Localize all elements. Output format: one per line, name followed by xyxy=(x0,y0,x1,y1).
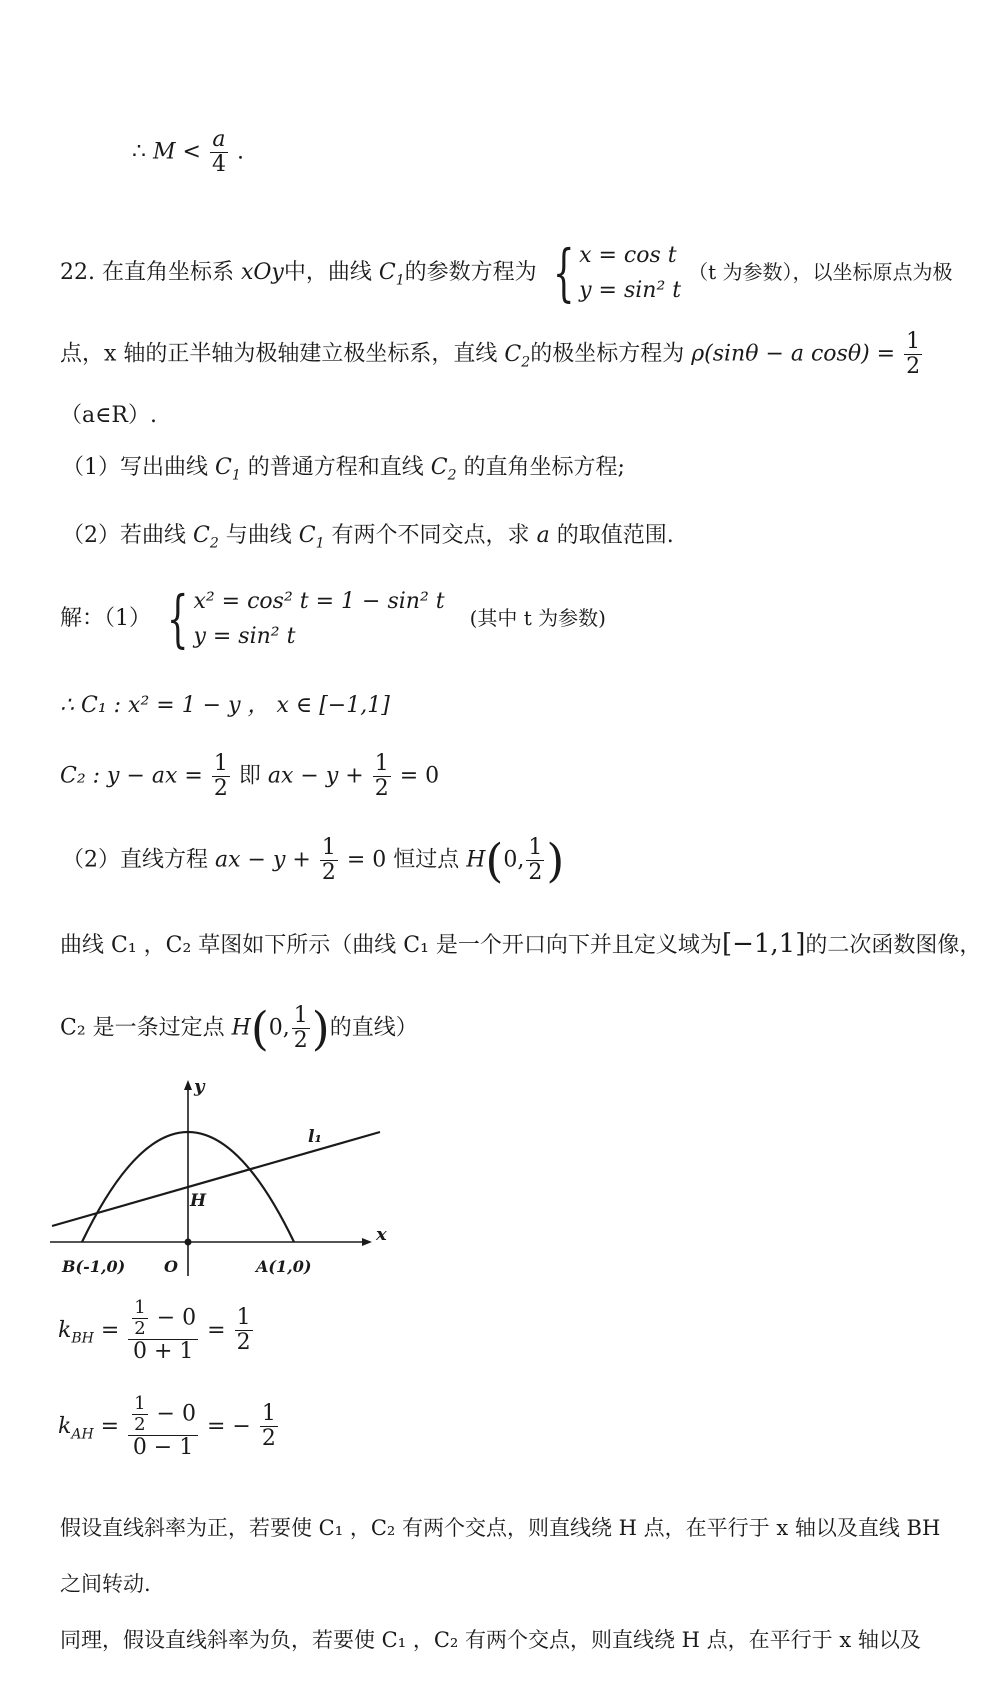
question-2: （2）若曲线 $C_2$ 与曲线 $C_1$ 有两个不同交点，求 a 的取值范围. xyxy=(62,523,674,552)
question-1: （1）写出曲线 $C_1$ 的普通方程和直线 $C_2$ 的直角坐标方程; xyxy=(62,455,625,484)
problem-line-1: 22. 在直角坐标系 xOy中，曲线 $C_1$的参数方程为 { x = cos t y = sin² t （t 为参数），以坐标原点为极 xyxy=(60,236,953,310)
b-label: B(-1,0) xyxy=(62,1257,126,1276)
sketch-figure xyxy=(50,1076,390,1286)
a-label: A(1,0) xyxy=(256,1257,312,1276)
line-l1 xyxy=(52,1132,380,1226)
paragraph-positive-slope-cont: 之间转动. xyxy=(60,1572,151,1596)
x-axis-arrow xyxy=(362,1238,372,1246)
paragraph-positive-slope: 假设直线斜率为正，若要使 C₁ ，C₂ 有两个交点，则直线绕 H 点，在平行于 x 轴以及直线 BH xyxy=(60,1516,941,1540)
slope-bh: $k_{BH}$ = $\frac{1}{2}$ − 0 0 + 1 = $\frac{1}{2}$ xyxy=(58,1297,251,1364)
h-label: H xyxy=(190,1191,207,1211)
slope-ah: $k_{AH}$ = $\frac{1}{2}$ − 0 0 − 1 = − $\frac{1}{2}$ xyxy=(58,1393,276,1460)
y-axis-label: y xyxy=(194,1076,205,1097)
line-label: l₁ xyxy=(308,1127,322,1147)
o-label: O xyxy=(164,1257,178,1276)
problem-line-3: （a∈R）. xyxy=(60,403,157,428)
c2-equation: C₂ : y − ax = $\frac{1}{2}$ 即 ax − y + $\frac{1}{2}$ = 0 xyxy=(60,751,440,802)
previous-conclusion: ∴ M < $\frac{a}{4}$ . xyxy=(132,127,244,178)
c1-equation: ∴ C₁ : x² = 1 − y ， x ∈ [−1,1] xyxy=(60,693,390,718)
paragraph-negative-slope: 同理，假设直线斜率为负，若要使 C₁ ，C₂ 有两个交点，则直线绕 H 点，在平行于 x 轴以及 xyxy=(60,1628,921,1652)
origin-dot xyxy=(185,1239,192,1246)
sketch-description: 曲线 C₁ ，C₂ 草图如下所示（曲线 C₁ 是一个开口向下并且定义域为[−1,1]的二次函数图像， xyxy=(60,929,982,959)
y-axis-arrow xyxy=(184,1080,192,1090)
c2-description: C₂ 是一条过定点 H(0, $\frac{1}{2}$ )的直线） xyxy=(60,1001,418,1056)
solution-part-2: （2）直线方程 ax − y + $\frac{1}{2}$ = 0 恒过点 H(0, $\frac{1}{2}$ ) xyxy=(62,833,565,888)
solution-part-1: 解：（1） { x² = cos² t = 1 − sin² t y = sin² t (其中 t 为参数) xyxy=(60,582,606,656)
problem-line-2: 点，x 轴的正半轴为极轴建立极坐标系，直线 $C_2$的极坐标方程为 ρ(sinθ − a cosθ) = $\frac{1}{2}$ xyxy=(60,329,921,380)
x-axis-label: x xyxy=(376,1224,387,1245)
